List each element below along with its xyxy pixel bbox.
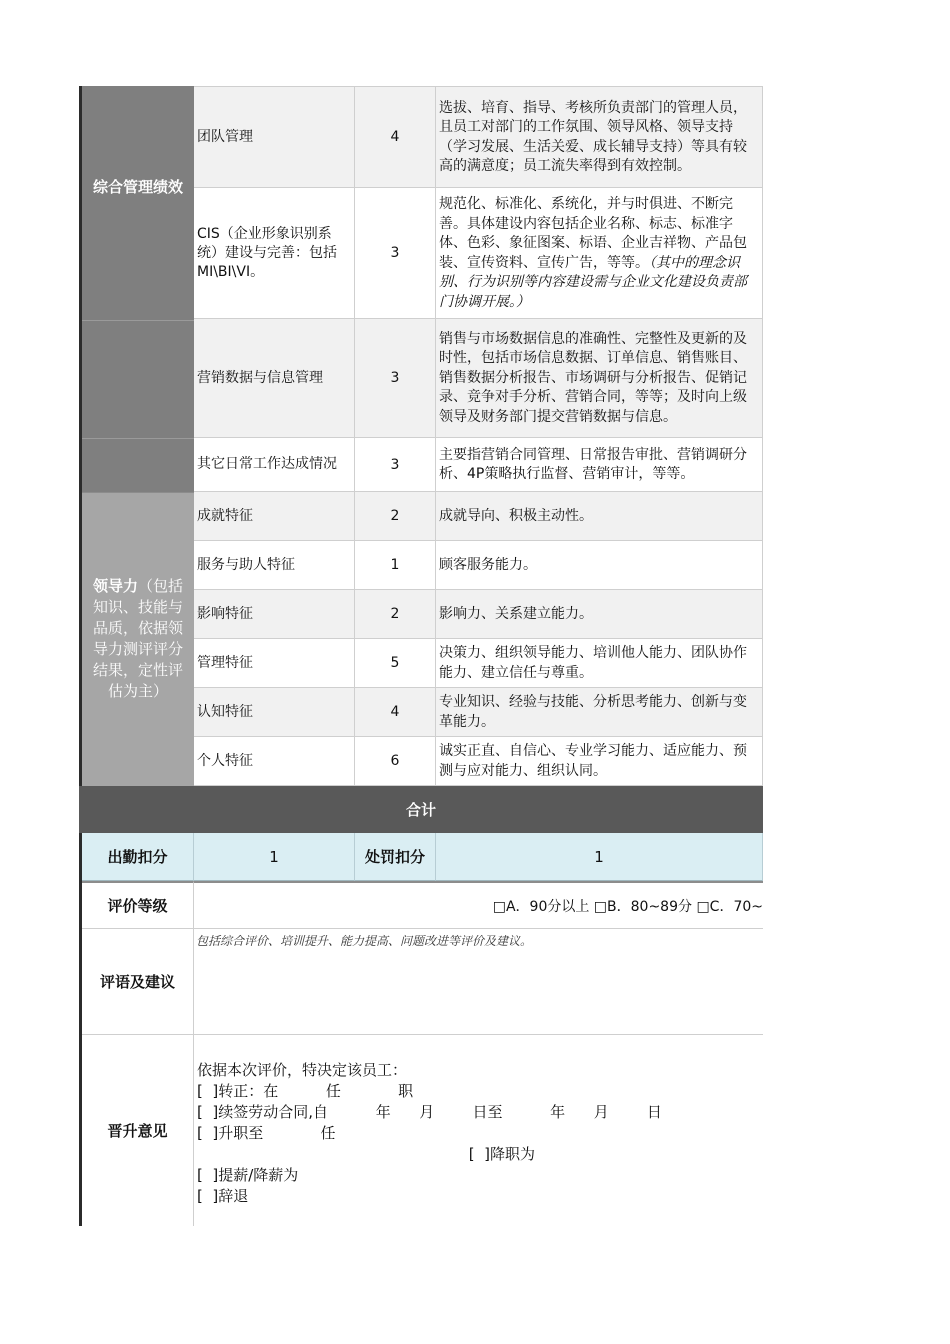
- label-text: 评价等级: [107, 897, 168, 915]
- desc-text: 决策力、组织领导能力、培训他人能力、团队协作能力、建立信任与尊重。: [439, 645, 747, 681]
- item-label: 成就特征: [197, 507, 253, 524]
- leadership-title-rest: （包括知识、技能与品质，依据领导力测评评分结果，定性评估为主）: [92, 577, 184, 700]
- penalty-deduction-label: [355, 833, 436, 881]
- desc-personal: [436, 737, 763, 786]
- score-daily-work: [355, 438, 436, 492]
- desc-achievement: [436, 492, 763, 541]
- desc-text: 主要指营销合同管理、日常报告审批、营销调研分析、4P策略执行监督、营销审计，等等。: [439, 446, 747, 482]
- promotion-line: [ ]升职至 任: [197, 1124, 336, 1142]
- attendance-deduction-label: [82, 833, 194, 881]
- promotion-line: [ ]降职为: [197, 1145, 536, 1163]
- score-value: 2: [390, 508, 400, 524]
- desc-team-management: [436, 86, 763, 188]
- item-daily-work: [194, 438, 355, 492]
- comments-label: [82, 929, 194, 1035]
- penalty-deduction-value[interactable]: [436, 833, 763, 881]
- promotion-line: [ ]续签劳动合同,自 年 月 日至 年 月 日: [197, 1103, 662, 1121]
- score-value: 6: [390, 753, 400, 769]
- item-label: 服务与助人特征: [197, 556, 295, 573]
- desc-text: 顾客服务能力。: [439, 556, 537, 573]
- category-management: [82, 86, 194, 286]
- item-personal: [194, 737, 355, 786]
- value-text: 1: [269, 847, 279, 866]
- item-label: 个人特征: [197, 752, 253, 769]
- item-label: 管理特征: [197, 654, 253, 671]
- item-achievement: [194, 492, 355, 541]
- score-value: 4: [390, 129, 400, 145]
- item-label: 其它日常工作达成情况: [197, 456, 337, 472]
- category-management-cont-2: [82, 320, 194, 438]
- category-leadership-title: [87, 576, 189, 702]
- total-label: 合计: [405, 801, 436, 819]
- item-cognitive: [194, 688, 355, 737]
- grade-label: [82, 881, 194, 929]
- item-label: 团队管理: [197, 128, 253, 145]
- desc-influence: [436, 590, 763, 639]
- label-text: 评语及建议: [99, 973, 175, 991]
- label-text: 处罚扣分: [364, 848, 425, 866]
- score-value: 4: [390, 704, 400, 720]
- grade-options[interactable]: [194, 881, 763, 929]
- score-service: [355, 541, 436, 590]
- score-cognitive: [355, 688, 436, 737]
- grade-options-text: □A．90分以上 □B．80~89分 □C．70~: [492, 898, 763, 915]
- desc-text: [439, 195, 759, 312]
- leadership-title-bold: 领导力: [92, 577, 138, 595]
- score-personal: [355, 737, 436, 786]
- desc-text: 成就导向、积极主动性。: [439, 507, 593, 524]
- desc-italic-note: （其中的理念识别、行为识别等内容建设需与企业文化建设负责部门协调开展。）: [439, 254, 747, 310]
- desc-text: 影响力、关系建立能力。: [439, 605, 593, 622]
- item-label: 影响特征: [197, 605, 253, 622]
- desc-text: 专业知识、经验与技能、分析思考能力、创新与变革能力。: [439, 694, 747, 730]
- desc-text: 选拔、培育、指导、考核所负责部门的管理人员，且员工对部门的工作氛围、领导风格、领导支持（学习发展、生活关爱、成长辅导支持）等具有较高的满意度；员工流失率得到有效控制。: [439, 99, 747, 174]
- score-influence: [355, 590, 436, 639]
- desc-text: 销售与市场数据信息的准确性、完整性及更新的及时性，包括市场信息数据、订单信息、销售账目、销售数据分析报告、市场调研与分析报告、促销记录、竞争对手分析、营销合同，等等；及时向上级领导及财务部门提交营销数据与信息。: [439, 330, 747, 425]
- desc-service: [436, 541, 763, 590]
- item-cis: [194, 188, 355, 319]
- comments-hint: 包括综合评价、培训提升、能力提高、问题改进等评价及建议。: [196, 934, 533, 948]
- desc-text: 诚实正直、自信心、专业学习能力、适应能力、预测与应对能力、组织认同。: [439, 743, 747, 779]
- score-value: 3: [390, 245, 400, 261]
- score-cis: [355, 188, 436, 319]
- label-text: 晋升意见: [107, 1122, 168, 1140]
- desc-marketing-data: [436, 319, 763, 438]
- score-value: 3: [390, 456, 400, 473]
- promotion-line: 依据本次评价，特决定该员工：: [197, 1061, 408, 1079]
- score-value: 5: [390, 655, 400, 671]
- category-management-cont-1: [82, 286, 194, 320]
- score-value: 3: [390, 370, 400, 386]
- value-text: 1: [594, 847, 604, 866]
- promotion-label: [82, 1035, 194, 1226]
- desc-cis: [436, 188, 763, 319]
- score-team-management: [355, 86, 436, 188]
- item-influence: [194, 590, 355, 639]
- promotion-field[interactable]: [194, 1035, 763, 1226]
- item-team-management: [194, 86, 355, 188]
- item-label: 认知特征: [197, 703, 253, 720]
- promotion-line: [ ]辞退: [197, 1187, 249, 1205]
- item-label: 营销数据与信息管理: [197, 369, 323, 386]
- item-marketing-data: [194, 319, 355, 438]
- label-text: 出勤扣分: [107, 848, 168, 866]
- category-leadership-top: [82, 492, 194, 540]
- category-management-cont-3: [82, 438, 194, 492]
- category-leadership: [82, 540, 194, 736]
- promotion-line: [ ]转正：在 任 职: [197, 1082, 414, 1100]
- score-value: 2: [390, 606, 400, 622]
- desc-management-trait: [436, 639, 763, 688]
- promotion-line: [ ]提薪/降薪为: [197, 1166, 299, 1184]
- desc-cognitive: [436, 688, 763, 737]
- score-marketing-data: [355, 319, 436, 438]
- score-management-trait: [355, 639, 436, 688]
- item-service: [194, 541, 355, 590]
- desc-daily-work: [436, 438, 763, 492]
- score-achievement: [355, 492, 436, 541]
- item-management-trait: [194, 639, 355, 688]
- category-leadership-bottom: [82, 736, 194, 786]
- item-label: CIS（企业形象识别系统）建设与完善：包括MI\BI\VI。: [197, 225, 337, 280]
- attendance-deduction-value[interactable]: [194, 833, 355, 881]
- desc-main: 规范化、标准化、系统化，并与时俱进、不断完善。具体建设内容包括企业名称、标志、标准字体、色彩、象征图案、标语、企业吉祥物、产品包装、宣传资料、宣传广告，等等。: [439, 196, 747, 271]
- category-management-title: 综合管理绩效: [92, 177, 183, 196]
- score-value: 1: [390, 557, 400, 573]
- total-row: [79, 786, 763, 833]
- comments-field[interactable]: [194, 929, 763, 1035]
